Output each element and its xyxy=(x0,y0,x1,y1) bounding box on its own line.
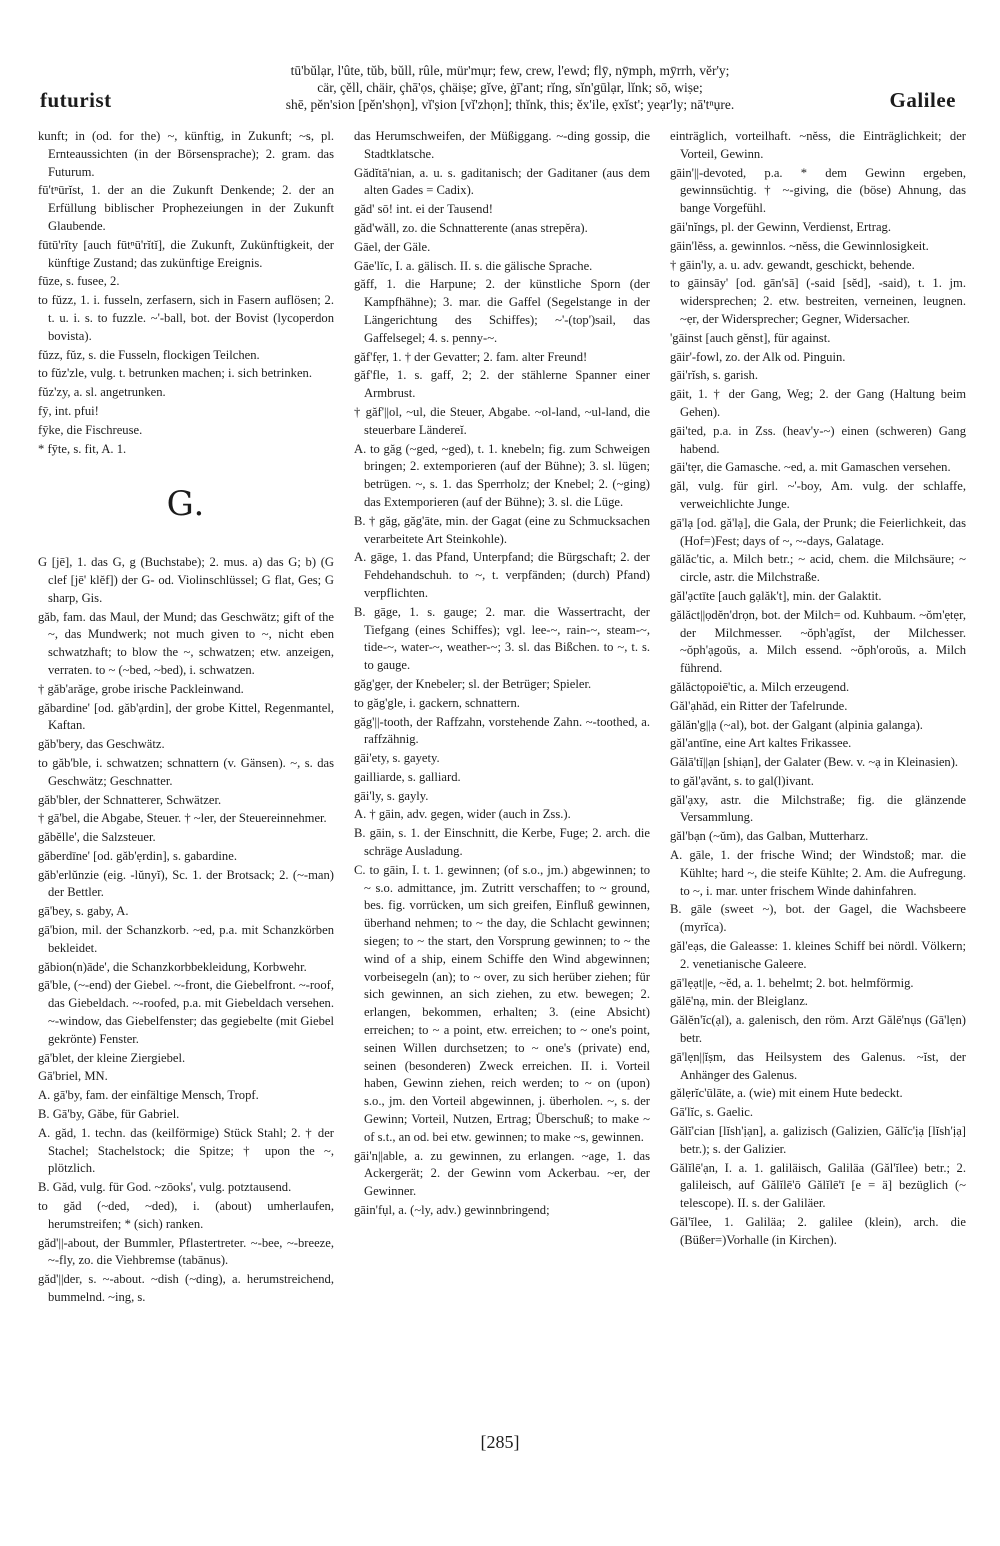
dictionary-entry: gāit, 1. † der Gang, Weg; 2. der Gang (Haltung beim Gehen). xyxy=(670,387,966,419)
dictionary-entry: găl'antīne, eine Art kaltes Frikassee. xyxy=(670,736,852,751)
dictionary-entry: † găb'arăge, grobe irische Packleinwand. xyxy=(38,681,244,696)
dictionary-entry: gāi'rĭsh, s. garish. xyxy=(670,368,758,383)
dictionary-entry: to găb'ble, i. schwatzen; schnattern (v. Gänsen). ~, s. das Geschwätz; Geschnatter. xyxy=(38,755,334,788)
column-3 xyxy=(670,128,966,1428)
dictionary-entry: fūze, s. fusee, 2. xyxy=(38,274,120,289)
dictionary-entry: B. † găg, găg'āte, min. der Gagat (eine zu Schmucksachen verarbeitete Art Steinkohle). xyxy=(354,513,650,546)
dictionary-entry: fūtū'rĭty [auch fūtⁿū'rĭtĭ], die Zukunft, Zukünftigkeit, der künftige Zustand; das zukünftige Ereignis. xyxy=(38,237,334,270)
dictionary-entry: găb'bery, das Geschwätz. xyxy=(38,737,165,752)
dictionary-entry: to găg'gle, i. gackern, schnattern. xyxy=(354,695,520,710)
dictionary-entry: Gălā'tĭ||ạn [shiạn], der Galater (Bew. v. ~ạ in Kleinasien). xyxy=(670,755,959,770)
dictionary-entry: C. to gāin, I. t. 1. gewinnen; (of s.o., jm.) abgewinnen; to ~ s.o. admittance, jm. Zutritt verschaffen; to ~ ground, bes. fig. vorrücken, um sich greifen, Einfluß gewinnen, überhand nehmen; to ~ the day, die Schlacht gewinnen; siegen; to ~ the start, den Vorsprung gewinnen; to ~ the wind of a ship, einem Schiffe den Wind abgewinnen; vorbeisegeln (an); to ~ over, zu sich herüber ziehen; für sich gewinnen, an sich ziehen, zu etw. bewegen; 2. erlangen, bekommen, erhalten; 3. (eine Absicht) erreichen; to ~ a point, etw. erreichen; to ~ one's point, seinen Willen durchsetzen; to ~ one's (private) end, seinen (besonderen) Zweck erreichen. II. i. Vorteil haben, Gewinn ziehen, reich werden; to ~ on (upon) s.o., jm. den Vorteil abgewinnen, j. überholen. ~, s. der Gewinn; Vorteil, Nutzen, Ertrag; Überschuß; to make ~ of s.t., an od. bei etw. gewinnen; to make ~s, gewinnen. xyxy=(354,862,650,1144)
dictionary-entry: A. găd, 1. techn. das (keilförmige) Stück Stahl; 2. † der Stachel; Stachelstock; die Spitze; † upon the ~, plötzlich. xyxy=(38,1125,334,1176)
dictionary-entry: gălē'nạ, min. der Bleiglanz. xyxy=(670,994,808,1009)
dictionary-entry: * fȳte, s. fit, A. 1. xyxy=(38,441,127,456)
dictionary-entry: găbardine' [od. găb'ạrdin], der grobe Kittel, Regenmantel, Kaftan. xyxy=(38,700,334,733)
dictionary-entry: † gāin'ly, a. u. adv. gewandt, geschickt, behende. xyxy=(670,257,915,272)
dictionary-entry: gălăct||ọdĕn'drọn, bot. der Milch= od. Kuhbaum. ~ŏm'ẹtẹr, der Milchmesser. ~ŏph'ạgĭst, der Milchesser. ~ŏph'ạgoŭs, a. Milch essend. ~ŏph'oroŭs, a. Milch führend. xyxy=(670,607,966,676)
dictionary-entry: † găf'||ol, ~ul, die Steuer, Abgabe. ~ol-land, ~ul-land, die steuerbare Ländereĭ. xyxy=(354,404,650,437)
dictionary-entry: fŭz'zy, a. sl. angetrunken. xyxy=(38,385,166,400)
dictionary-entry: gāin'||-devoted, p.a. * dem Gewinn ergeben, gewinnsüchtig. † ~-giving, die (böse) Ahnung, das bange Vorgefühl. xyxy=(670,165,966,216)
guide-word-right: Galilee xyxy=(889,88,956,112)
dictionary-entry: B. Găd, vulg. für God. ~zōoks', vulg. potztausend. xyxy=(38,1180,292,1195)
pronunciation-key xyxy=(190,62,830,113)
dictionary-entry: Găl'ĭlee, 1. Galiläa; 2. galilee (klein), arch. die (Büßer=)Vorhalle (in Kirchen). xyxy=(670,1215,966,1247)
dictionary-entry: Gā'briel, MN. xyxy=(38,1069,108,1084)
dictionary-entry: fŭzz, fŭz, s. die Fusseln, flockigen Teilchen. xyxy=(38,347,260,362)
dictionary-entry: gălẹrĭc'ūlāte, a. (wie) mit einem Hute bedeckt. xyxy=(670,1086,903,1101)
dictionary-entry: B. Gā'by, Găbe, für Gabriel. xyxy=(38,1107,180,1122)
dictionary-entry: Gălĭ'cian [lĭsh'ịạn], a. galizisch (Galizien, Gălĭc'ịạ [lĭsh'ịạ] betr.); s. der Galizier. xyxy=(670,1124,966,1156)
dictionary-entry: Găl'ạhăd, ein Ritter der Tafelrunde. xyxy=(670,698,848,713)
dictionary-entry: găf'fle, 1. s. gaff, 2; 2. der stählerne Spanner einer Armbrust. xyxy=(354,368,650,401)
dictionary-entry: gā'bey, s. gaby, A. xyxy=(38,904,129,919)
dictionary-entry: gāir'-fowl, zo. der Alk od. Pinguin. xyxy=(670,349,846,364)
dictionary-entry: 'gāinst [auch gĕnst], für against. xyxy=(670,330,831,345)
dictionary-entry: Gāe'lĭc, I. a. gälisch. II. s. die gälische Sprache. xyxy=(354,258,593,273)
dictionary-entry: fȳke, die Fischreuse. xyxy=(38,422,143,437)
column-2 xyxy=(354,128,650,1428)
dictionary-entry: to fŭz'zle, vulg. t. betrunken machen; i. sich betrinken. xyxy=(38,366,313,381)
dictionary-entry: to fŭzz, 1. i. fusseln, zerfasern, sich in Fasern auflösen; 2. t. u. i. s. to fuzzle. ~'-ball, bot. der Bovist (lycoperdon bovista). xyxy=(38,293,334,343)
dictionary-entry: gălăc'tic, a. Milch betr.; ~ acid, chem. die Milchsäure; ~ circle, astr. die Milchstraße. xyxy=(670,552,966,585)
dictionary-entry: to găd (~ded, ~ded), i. (about) umherlaufen, herumstreifen; * (sich) ranken. xyxy=(38,1199,334,1231)
dictionary-entry: găl, vulg. für girl. ~'-boy, Am. vulg. der schlaffe, verweichlichte Junge. xyxy=(670,479,966,511)
dictionary-entry: B. gāin, s. 1. der Einschnitt, die Kerbe, Fuge; 2. arch. die schräge Ausladung. xyxy=(354,826,650,859)
dictionary-entry: Gălĕn'ĭc(ạl), a. galenisch, den röm. Arzt Gălē'nụs (Gā'lẹn) betr. xyxy=(670,1013,966,1046)
dictionary-entry: gāi'ted, p.a. in Zss. (heav'y-~) einen (schweren) Gang habend. xyxy=(670,423,966,456)
dictionary-entry: găl'ạxy, astr. die Milchstraße; fig. die glänzende Versammlung. xyxy=(670,792,966,825)
pronunciation-key-line: tū'bŭlạr, l'ûte, tŭb, bŭll, rûle, mür'mụr; few, crew, l'ewd; flȳ, nȳmph, mȳrrh, vĕr'y; xyxy=(290,63,730,78)
dictionary-entry: găl'eạs, die Galeasse: 1. kleines Schiff bei nördl. Völkern; 2. venetianische Galeere. xyxy=(670,939,966,971)
dictionary-entry: gailliarde, s. galliard. xyxy=(354,769,461,784)
dictionary-entry: gălăn'g||ạ (~al), bot. der Galgant (alpinia galanga). xyxy=(670,717,923,732)
dictionary-entry: A. to găg (~ged, ~ged), t. 1. knebeln; fig. zum Schweigen bringen; 2. extemporieren (auf der Bühne); 3. sl. lügen; betrügen. ~, s. 1. das Sperrholz; der Knebel; 2. (~ging) das Extemporieren (auf der Bühne); 3. sl. die Lüge. xyxy=(354,441,650,509)
dictionary-entry: A. gāge, 1. das Pfand, Unterpfand; die Bürgschaft; 2. der Fehdehandschuh. to ~, t. verpfänden; (durch) Pfand) verpflichten. xyxy=(354,550,650,600)
dictionary-entry: das Herumschweifen, der Müßiggang. ~-ding gossip, die Stadtklatsche. xyxy=(354,129,650,161)
dictionary-entry: găl'ạctīte [auch gạlăk't], min. der Galaktit. xyxy=(670,588,882,603)
dictionary-entry: gāi'nĭngs, pl. der Gewinn, Verdienst, Ertrag. xyxy=(670,219,891,234)
dictionary-entry: Gā'lĭc, s. Gaelic. xyxy=(670,1105,754,1120)
dictionary-entry: to gāinsāy' [od. gān'sā] (-said [sĕd], -said), t. 1. jm. widersprechen; 2. etw. bestreiten, verneinen, leugnen. ~ẹr, der Widersprecher; Gegner, Widersacher. xyxy=(670,276,966,326)
dictionary-entry: găbĕlle', die Salzsteuer. xyxy=(38,830,156,845)
dictionary-entry: G [jē], 1. das G, g (Buchstabe); 2. mus. a) das G; b) (G clef [jē' klĕf]) der G- od. Violinschlüssel; G flat, Ges; G sharp, Gis. xyxy=(38,555,334,605)
dictionary-entry: A. gā'by, fam. der einfältige Mensch, Tropf. xyxy=(38,1088,259,1103)
dictionary-entry: găff, 1. die Harpune; 2. der künstliche Sporn (der Kampfhähne); 3. mar. die Gaffel (Segelstange in der Längerichtung des Schiffes); ~'-(top')sail, das Gaffelsegel; 4. s. penny-~. xyxy=(354,277,650,345)
dictionary-entry: gāi'ly, s. gayly. xyxy=(354,788,429,803)
dictionary-entry: einträglich, vorteilhaft. ~nĕss, die Einträglichkeit; der Vorteil, Gewinn. xyxy=(670,129,966,161)
dictionary-entry: găd'||-about, der Bummler, Pflastertreter. ~-bee, ~-breeze, ~-fly, zo. die Viehbremse (tabānus). xyxy=(38,1235,334,1268)
dictionary-entry: găd'||der, s. ~-about. ~dish (~ding), a. herumstreichend, bummelnd. ~ing, s. xyxy=(38,1272,334,1305)
dictionary-entry: gāin'lĕss, a. gewinnlos. ~nĕss, die Gewinnlosigkeit. xyxy=(670,238,929,253)
dictionary-entry: gā'lạ [od. gă'lạ], die Gala, der Prunk; die Feierlichkeit, das (Hof=)Fest; days of ~, ~-days, Galatage. xyxy=(670,515,966,548)
dictionary-entry: găb'bler, der Schnatterer, Schwätzer. xyxy=(38,792,222,807)
guide-word-left: futurist xyxy=(40,88,112,112)
dictionary-entry: B. gāle (sweet ~), bot. der Gagel, die Wachsbeere (myrĭca). xyxy=(670,902,966,935)
dictionary-entry: gāi'n||able, a. zu gewinnen, zu erlangen. ~age, 1. das Ackergerät; 2. der Gewinn vom Ackerbau. ~er, der Gewinner. xyxy=(354,1148,650,1199)
dictionary-entry: găd' sō! int. ei der Tausend! xyxy=(354,202,493,217)
dictionary-entry: găl'bạn (~ŭm), das Galban, Mutterharz. xyxy=(670,829,869,844)
dictionary-entry: gā'bion, mil. der Schanzkorb. ~ed, p.a. mit Schanzkörben bekleidet. xyxy=(38,923,334,955)
dictionary-entry: fȳ, int. pfui! xyxy=(38,403,99,418)
dictionary-entry: Gāel, der Gäle. xyxy=(354,239,431,254)
dictionary-entry: găb, fam. das Maul, der Mund; das Geschwätz; gift of the ~, das Mundwerk; not much given to ~, nicht eben schwatzhaft; to blow the ~, schwatzen; etw. anzeigen, verraten. to ~ (~bed, ~bed), i. schwatzen. xyxy=(38,609,334,677)
dictionary-entry: găd'wăll, zo. die Schnatterente (anas strepĕra). xyxy=(354,220,588,235)
dictionary-entry: găbion(n)āde', die Schanzkorbbekleidung, Korbwehr. xyxy=(38,959,307,974)
dictionary-entry: B. gāge, 1. s. gauge; 2. mar. die Wassertracht, der Tiefgang (eines Schiffes); vgl. lee-~, rain-~, steam-~, tide-~, water-~, weather-~; 3. sl. das Bißchen. to ~, t. s. to gauge. xyxy=(354,604,650,673)
dictionary-entry: to găl'ạvănt, s. to gal(l)ivant. xyxy=(670,773,814,788)
dictionary-entry: fū'tⁿūrĭst, 1. der an die Zukunft Denkende; 2. der an Erfüllung biblischer Prophezeiungen in der Zukunft Glaubende. xyxy=(38,183,334,233)
dictionary-entry: găberdīne' [od. găb'ẹrdin], s. gabardine. xyxy=(38,848,237,863)
dictionary-entry: A. gāle, 1. der frische Wind; der Windstoß; mar. die Kühlte; hard ~, die steife Kühlte; 2. Am. die Aufregung. to ~, i. mar. unter frischem Winde dahinfahren. xyxy=(670,848,966,898)
dictionary-entry: kunft; in (od. for the) ~, künftig, in Zukunft; ~s, pl. Ernteaussichten (in der Börsensprache); 2. gram. das Futurum. xyxy=(38,129,334,179)
dictionary-entry: † gā'bel, die Abgabe, Steuer. † ~ler, der Steuereinnehmer. xyxy=(38,811,327,826)
dictionary-entry: gā'blet, der kleine Ziergiebel. xyxy=(38,1050,186,1065)
dictionary-entry: găg'||-tooth, der Raffzahn, vorstehende Zahn. ~-toothed, a. raffzähnig. xyxy=(354,714,650,747)
dictionary-entry: gāin'fụl, a. (~ly, adv.) gewinnbringend; xyxy=(354,1203,550,1218)
dictionary-entry: A. † gāin, adv. gegen, wider (auch in Zss.). xyxy=(354,807,571,822)
dictionary-entry: gā'lẹạt||e, ~ĕd, a. 1. behelmt; 2. bot. helmförmig. xyxy=(670,975,914,990)
page-number: [285] xyxy=(480,1432,520,1452)
dictionary-entry: găg'gẹr, der Knebeler; sl. der Betrüger; Spieler. xyxy=(354,676,592,691)
dictionary-entry: gălăctọpoiē'tic, a. Milch erzeugend. xyxy=(670,679,850,694)
dictionary-entry: gāi'ety, s. gayety. xyxy=(354,751,440,766)
column-1 xyxy=(38,128,334,1428)
dictionary-entry: găf'fẹr, 1. † der Gevatter; 2. fam. alter Freund! xyxy=(354,349,588,364)
pronunciation-key-line: shē, pĕn'sion [pĕn'shọn], vĭ'ṣion [vĭ'zhọn]; thĭnk, this; ĕx'ile, ẹxĭst'; yeạr'ly; nā'tⁿụre. xyxy=(285,97,735,112)
section-letter-heading: G. xyxy=(166,484,206,525)
dictionary-entry: gā'ble, (~-end) der Giebel. ~-front, die Giebelfront. ~-roof, das Giebeldach. ~-roofed, p.a. mit Giebeldach versehen. ~-window, das Giebelfenster; das gegiebelte (mit Giebel gekrönte) Fenster. xyxy=(38,978,334,1046)
dictionary-entry: găb'erlŭnzie (eig. -lŭnyĭ), Sc. 1. der Brotsack; 2. (~-man) der Bettler. xyxy=(38,867,334,900)
dictionary-entry: gā'lẹn||ĭṣm, das Heilsystem des Galenus. ~ĭst, der Anhänger des Galenus. xyxy=(670,1049,966,1082)
dictionary-entry: Gădĭtā'nian, a. u. s. gaditanisch; der Gaditaner (aus dem alten Gades = Cadix). xyxy=(354,165,650,198)
dictionary-entry: Gălĭlē'ạn, I. a. 1. galiläisch, Galiläa (Găl'ĭlee) betr.; 2. galileisch, auf Gălĭlē'ō Gălĭlē'ī [e = ä] bezüglich (~ telescope). II. s. der Galiläer. xyxy=(670,1160,966,1211)
pronunciation-key-line: cär, çĕll, chäir, çhā'ọs, çhäiṣe; gĭve, ġī'ant; rĭng, sĭn'gūlạr, lĭnk; sō, wiṣe; xyxy=(317,80,703,95)
dictionary-entry: gāi'tẹr, die Gamasche. ~ed, a. mit Gamaschen versehen. xyxy=(670,460,951,475)
